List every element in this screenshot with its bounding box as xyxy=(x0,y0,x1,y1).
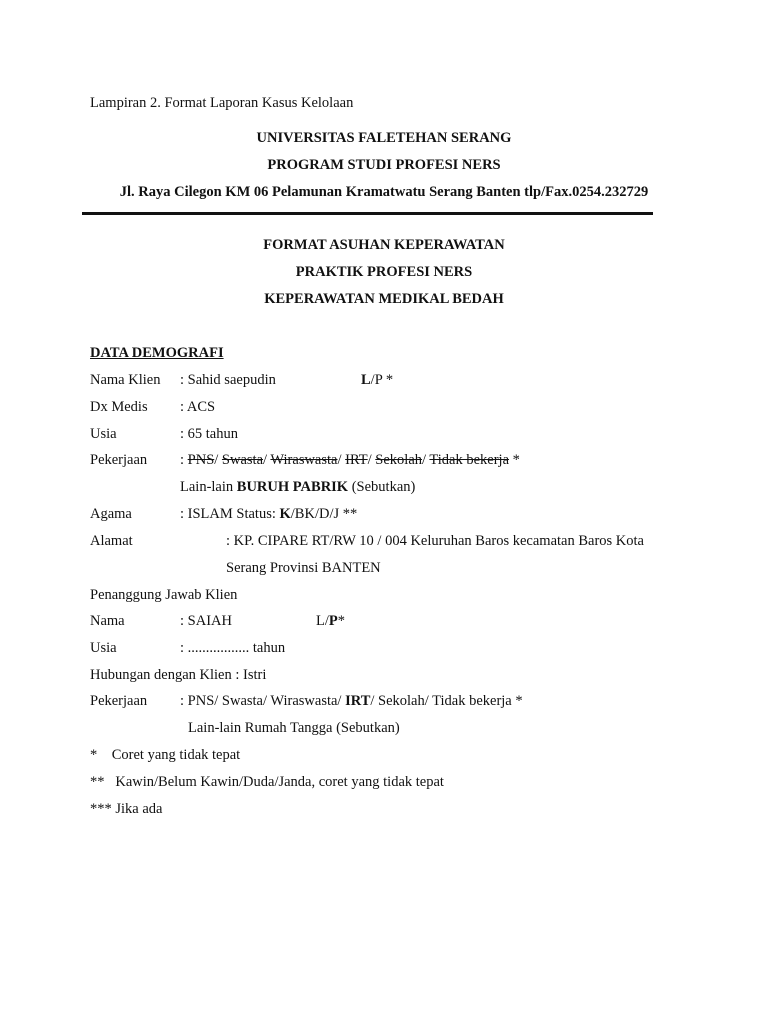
pek-pj-before: : PNS/ Swasta/ Wiraswasta/ xyxy=(180,693,346,709)
gender-rest: /P * xyxy=(370,372,394,388)
pek-colon: : xyxy=(180,452,188,468)
field-value-gender-pj xyxy=(316,612,345,630)
pek-slash: / xyxy=(337,452,346,468)
field-label-agama: Agama xyxy=(90,506,132,522)
field-label-nama-pj: Nama xyxy=(90,613,125,629)
pek-pns: PNS xyxy=(187,452,215,468)
section-heading-demografi: DATA DEMOGRAFI xyxy=(90,345,224,361)
field-value-pekerjaan-klien xyxy=(180,451,520,469)
field-label-dx-medis: Dx Medis xyxy=(90,399,148,415)
lain-prefix: Lain-lain xyxy=(180,479,237,495)
field-value-dx-medis: : ACS xyxy=(180,399,216,415)
note-jika-ada: *** Jika ada xyxy=(90,801,163,817)
field-value-usia-pj: : ................. tahun xyxy=(180,640,286,656)
field-value-gender-klien xyxy=(361,371,393,389)
gender-l: L xyxy=(361,372,371,388)
field-label-alamat: Alamat xyxy=(90,533,133,549)
field-label-nama-klien: Nama Klien xyxy=(90,372,161,388)
form-subtitle: PRAKTIK PROFESI NERS xyxy=(295,264,473,280)
pek-sekolah: Sekolah xyxy=(375,452,423,468)
agama-value: : ISLAM Status: xyxy=(180,506,280,522)
form-title: FORMAT ASUHAN KEPERAWATAN xyxy=(263,237,505,253)
field-value-alamat-line1: : KP. CIPARE RT/RW 10 / 004 Keluruhan Baros kecamatan Baros Kota xyxy=(226,533,644,549)
field-value-alamat-line2: Serang Provinsi BANTEN xyxy=(226,560,381,576)
note-coret: * Coret yang tidak tepat xyxy=(90,747,241,763)
field-label-pekerjaan-pj: Pekerjaan xyxy=(90,693,148,709)
field-value-agama-status xyxy=(180,505,357,523)
pek-slash: / xyxy=(214,452,222,468)
gender-star-pj: * xyxy=(337,613,345,629)
form-department: KEPERAWATAN MEDIKAL BEDAH xyxy=(264,291,504,307)
pek-irt: IRT xyxy=(345,452,368,468)
field-label-pekerjaan-klien: Pekerjaan xyxy=(90,452,148,468)
pek-pj-irt: IRT xyxy=(345,693,371,709)
program-name: PROGRAM STUDI PROFESI NERS xyxy=(267,157,501,173)
status-k: K xyxy=(279,506,291,522)
pek-wiraswasta: Wiraswasta xyxy=(270,452,338,468)
field-value-pekerjaan-pj xyxy=(180,692,523,710)
lain-value: BURUH PABRIK xyxy=(236,479,349,495)
pek-pj-after: / Sekolah/ Tidak bekerja * xyxy=(370,693,523,709)
institution-address: Jl. Raya Cilegon KM 06 Pelamunan Kramatwatu Serang Banten tlp/Fax.0254.232729 xyxy=(119,184,649,200)
gender-l-pj: L/ xyxy=(316,613,329,629)
appendix-label: Lampiran 2. Format Laporan Kasus Kelolaan xyxy=(90,95,354,111)
field-value-nama-klien: : Sahid saepudin xyxy=(180,372,276,388)
pek-star: * xyxy=(509,452,520,468)
field-value-lain-lain-klien xyxy=(180,478,415,496)
field-value-lain-lain-pj: Lain-lain Rumah Tangga (Sebutkan) xyxy=(188,720,400,736)
gender-p-pj: P xyxy=(328,613,338,629)
pek-swasta: Swasta xyxy=(221,452,264,468)
field-label-usia-pj: Usia xyxy=(90,640,117,656)
field-hubungan: Hubungan dengan Klien : Istri xyxy=(90,667,267,683)
field-value-usia-klien: : 65 tahun xyxy=(180,426,238,442)
lain-suffix: (Sebutkan) xyxy=(348,479,416,495)
pek-slash: / xyxy=(263,452,271,468)
note-status: ** Kawin/Belum Kawin/Duda/Janda, coret yang tidak tepat xyxy=(90,774,444,790)
pek-slash: / xyxy=(422,452,430,468)
header-divider xyxy=(82,212,653,215)
field-value-nama-pj: : SAIAH xyxy=(180,613,232,629)
pek-tidak-bekerja: Tidak bekerja xyxy=(429,452,510,468)
section-heading-penanggung: Penanggung Jawab Klien xyxy=(90,587,238,603)
university-name: UNIVERSITAS FALETEHAN SERANG xyxy=(256,130,512,146)
pek-slash: / xyxy=(367,452,376,468)
field-label-usia-klien: Usia xyxy=(90,426,117,442)
status-rest: /BK/D/J ** xyxy=(290,506,358,522)
